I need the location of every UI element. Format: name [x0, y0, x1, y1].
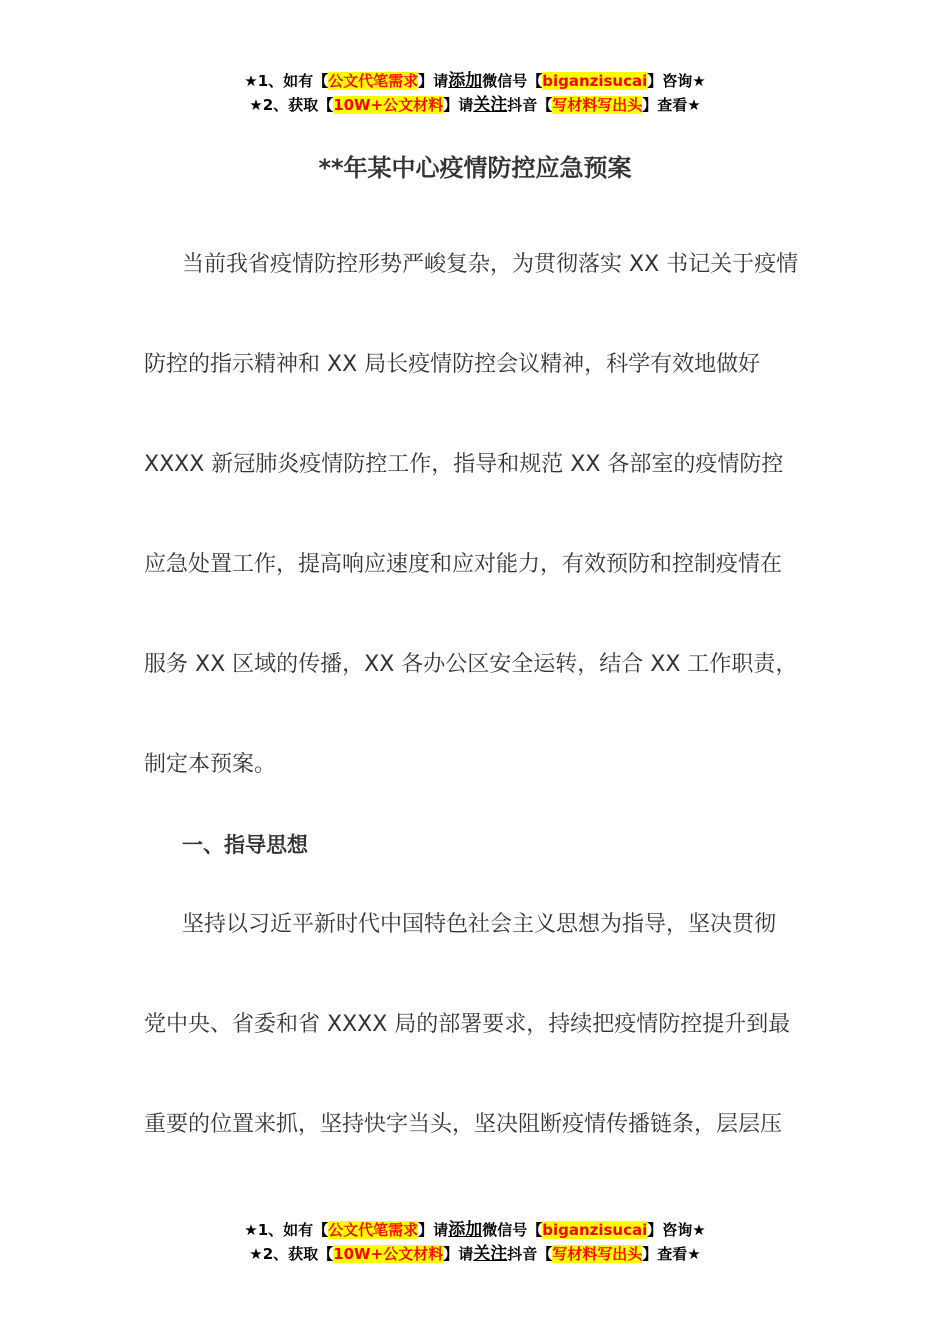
paragraph-line: 防控的指示精神和 XX 局长疫情防控会议精神，科学有效地做好 [144, 352, 761, 377]
promo-underline: 关注 [473, 95, 508, 115]
promo-line-2 [0, 1242, 950, 1266]
promo-highlight: 公文代笔需求 [328, 1221, 419, 1239]
paragraph-line: 服务 XX 区域的传播，XX 各办公区安全运转，结合 XX 工作职责， [144, 652, 798, 677]
promo-text: 抖音【 [507, 96, 553, 114]
paragraph-line: 重要的位置来抓，坚持快字当头，坚决阻断疫情传播链条，层层压 [144, 1112, 783, 1137]
paragraph-line: 当前我省疫情防控形势严峻复杂，为贯彻落实 XX 书记关于疫情 [182, 252, 799, 277]
promo-text: ★2、获取【 [249, 96, 334, 114]
promo-douyin-id[interactable]: 写材料写出头 [552, 96, 643, 114]
promo-line-2 [0, 93, 950, 117]
promo-highlight: 10W+公文材料 [333, 96, 444, 114]
paragraph-line: 坚持以习近平新时代中国特色社会主义思想为指导，坚决贯彻 [182, 912, 777, 937]
promo-text: 】查看★ [642, 96, 701, 114]
promo-text: 】咨询★ [647, 1221, 706, 1239]
paragraph-line: 党中央、省委和省 XXXX 局的部署要求，持续把疫情防控提升到最 [144, 1012, 791, 1037]
promo-douyin-id[interactable]: 写材料写出头 [552, 1245, 643, 1263]
document-title: **年某中心疫情防控应急预案 [318, 154, 632, 182]
promo-banner-top [0, 69, 950, 117]
promo-text: 抖音【 [507, 1245, 553, 1263]
paragraph-line: 应急处置工作，提高响应速度和应对能力，有效预防和控制疫情在 [144, 552, 783, 577]
promo-line-1 [0, 69, 950, 93]
promo-wechat-id[interactable]: biganzisucai [542, 72, 648, 90]
promo-text: ★1、如有【 [244, 1221, 329, 1239]
paragraph-line: XXXX 新冠肺炎疫情防控工作，指导和规范 XX 各部室的疫情防控 [144, 452, 784, 477]
promo-banner-bottom [0, 1218, 950, 1266]
promo-highlight: 10W+公文材料 [333, 1245, 444, 1263]
promo-underline: 添加 [448, 1220, 483, 1240]
promo-text: 微信号【 [482, 72, 543, 90]
promo-underline: 关注 [473, 1244, 508, 1264]
paragraph-line: 制定本预案。 [144, 752, 277, 777]
promo-text: 】查看★ [642, 1245, 701, 1263]
promo-text: 】请 [443, 96, 474, 114]
promo-text: ★1、如有【 [244, 72, 329, 90]
promo-text: 】请 [418, 1221, 449, 1239]
promo-text: 微信号【 [482, 1221, 543, 1239]
section-heading: 一、指导思想 [182, 833, 308, 857]
promo-underline: 添加 [448, 71, 483, 91]
promo-line-1 [0, 1218, 950, 1242]
promo-text: ★2、获取【 [249, 1245, 334, 1263]
promo-wechat-id[interactable]: biganzisucai [542, 1221, 648, 1239]
document-body [144, 245, 814, 1205]
promo-highlight: 公文代笔需求 [328, 72, 419, 90]
promo-text: 】请 [443, 1245, 474, 1263]
promo-text: 】咨询★ [647, 72, 706, 90]
promo-text: 】请 [418, 72, 449, 90]
